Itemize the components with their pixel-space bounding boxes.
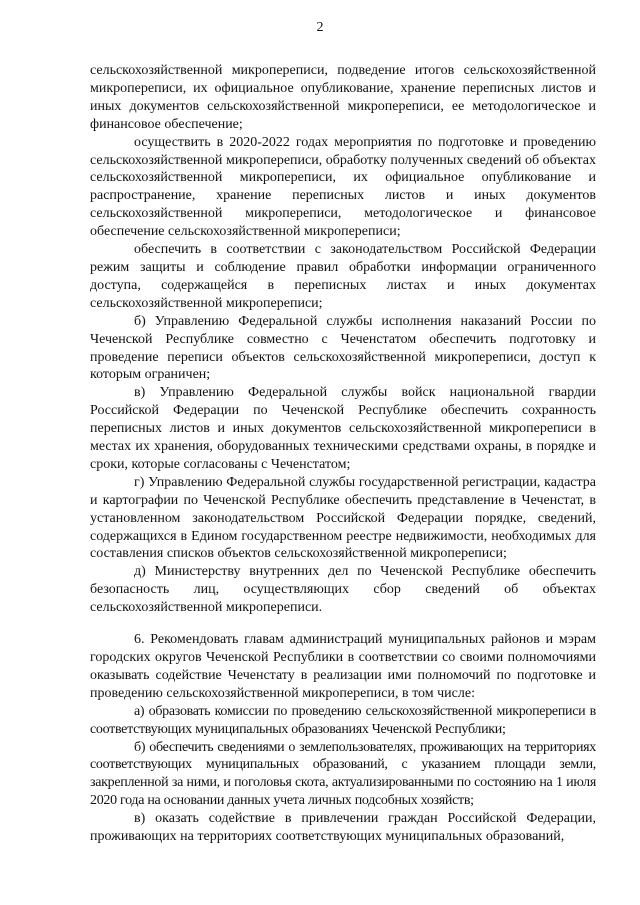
paragraph-item-g-rosreestr: г) Управлению Федеральной службы государственной регистрации, кадастра и картографии по Чеченской Республике обеспечить представление в Чеченстат, в установленном законодательством Российской Федерации порядке, сведений, содержащихся в Едином государственном реестре недвижимости, необходимых для составления списков объектов сельскохозяйственной микропереписи;: [90, 474, 596, 562]
paragraph-item-v-rosgvardia: в) Управлению Федеральной службы войск национальной гвардии Российской Федерации по Чеченской Республике обеспечить сохранность переписных листов и иных документов сельскохозяйственной микропереписи в местах их хранения, оборудованных техническими средствами охраны, в порядке и сроки, которые согласованы с Чеченстатом;: [90, 385, 596, 472]
paragraph-section-6: 6. Рекомендовать главам администраций муниципальных районов и мэрам городских округов Чеченской Республики в соответствии со своими полномочиями оказывать содействие Чеченстату в реализации ими полномочий по подготовке и проведению сельскохозяйственной микропереписи, в том числе:: [90, 632, 596, 701]
paragraph-item-b-fsin: б) Управлению Федеральной службы исполнения наказаний России по Чеченской Республике совместно с Чеченстатом обеспечить подготовку и проведение переписи объектов сельскохозяйственной микропереписи, доступ к которым ограничен;: [90, 313, 596, 383]
paragraph-item-d-mvd: д) Министерству внутренних дел по Чеченской Республике обеспечить безопасность лиц, осуществляющих сбор сведений об объектах сельскохозяйственной микропереписи.: [90, 564, 596, 616]
paragraph-data-protection: обеспечить в соответствии с законодательством Российской Федерации режим защиты и соблюдение правил обработки информации ограниченного доступа, содержащейся в переписных листах и иных документах сельскохозяйственной микропереписи;: [90, 242, 596, 311]
paragraph-item-a-commissions: а) образовать комиссии по проведению сельскохозяйственной микропереписи в соответствующих муниципальных образованиях Чеченской Республики;: [90, 703, 596, 737]
page-number: 2: [316, 20, 324, 35]
paragraph-conduct-microcensus: осуществить в 2020-2022 годах мероприятия по подготовке и проведению сельскохозяйственной микропереписи, обработку полученных сведений об объектах сельскохозяйственной микропереписи, их официальное опубликование и распространение, хранение переписных листов и иных документов сельскохозяйственной микропереписи, методологическое и финансовое обеспечение сельскохозяйственной микропереписи;: [90, 134, 596, 240]
paragraph-continuation: сельскохозяйственной микропереписи, подведение итогов сельскохозяйственной микропереписи, их официальное опубликование, хранение переписных листов и иных документов сельскохозяйственной микропереписи, ее методологическое и финансовое обеспечение;: [90, 63, 596, 132]
document-body: [90, 62, 596, 846]
paragraph-item-v-assistance: в) оказать содействие в привлечении граждан Российской Федерации, проживающих на территориях соответствующих муниципальных образований,: [90, 811, 596, 845]
paragraph-item-b-land-users: б) обеспечить сведениями о землепользователях, проживающих на территориях соответствующих муниципальных образований, с указанием площади земли, закрепленной за ними, и поголовья скота, актуализированными по состоянию на 1 июля 2020 года на основании данных учета личных подсобных хозяйств;: [90, 739, 596, 809]
